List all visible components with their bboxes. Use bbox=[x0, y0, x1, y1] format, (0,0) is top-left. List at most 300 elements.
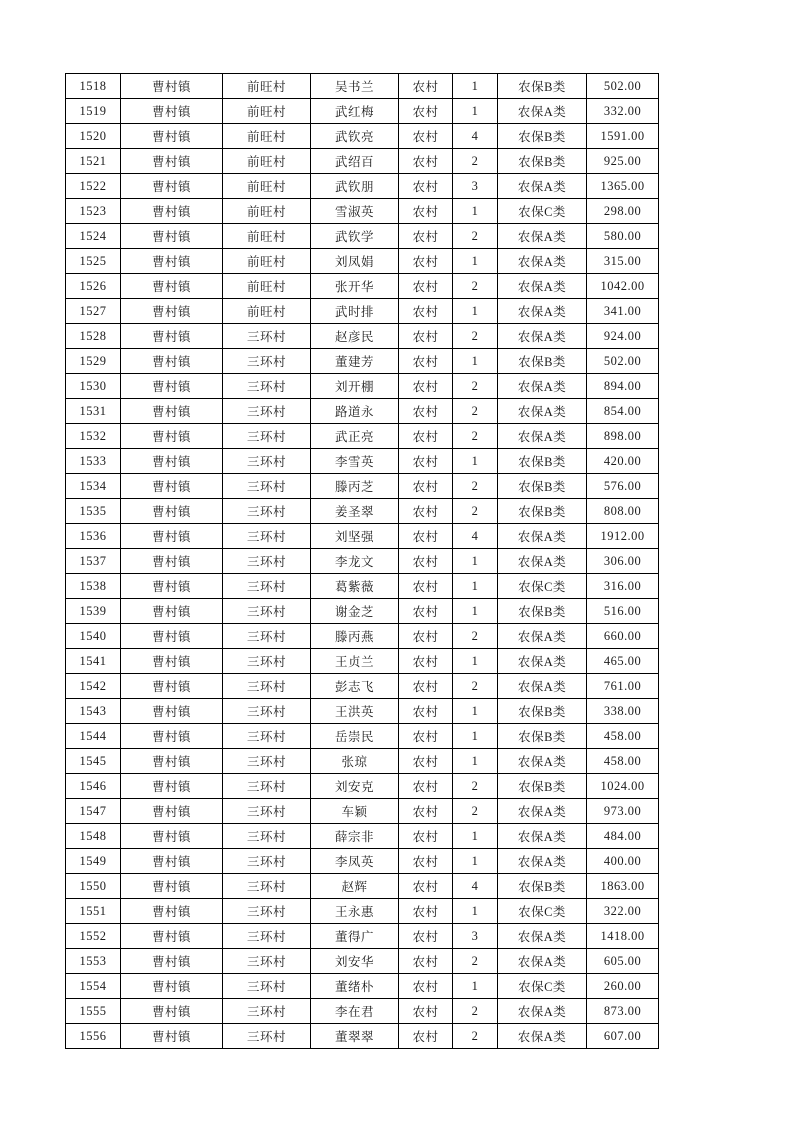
table-row bbox=[66, 499, 659, 524]
cell-row-number: 1543 bbox=[66, 699, 121, 724]
cell-town: 曹村镇 bbox=[121, 449, 223, 474]
cell-residence-type: 农村 bbox=[399, 274, 453, 299]
cell-amount: 605.00 bbox=[587, 949, 659, 974]
table-row bbox=[66, 74, 659, 99]
cell-village: 前旺村 bbox=[223, 274, 311, 299]
cell-name: 王洪英 bbox=[311, 699, 399, 724]
cell-person-count: 1 bbox=[453, 849, 498, 874]
cell-name: 谢金芝 bbox=[311, 599, 399, 624]
cell-residence-type: 农村 bbox=[399, 974, 453, 999]
table-row bbox=[66, 599, 659, 624]
table-row bbox=[66, 474, 659, 499]
cell-town: 曹村镇 bbox=[121, 649, 223, 674]
cell-amount: 607.00 bbox=[587, 1024, 659, 1049]
cell-town: 曹村镇 bbox=[121, 924, 223, 949]
cell-row-number: 1531 bbox=[66, 399, 121, 424]
cell-name: 刘安克 bbox=[311, 774, 399, 799]
cell-row-number: 1527 bbox=[66, 299, 121, 324]
cell-name: 张琼 bbox=[311, 749, 399, 774]
cell-name: 岳崇民 bbox=[311, 724, 399, 749]
cell-person-count: 2 bbox=[453, 774, 498, 799]
cell-town: 曹村镇 bbox=[121, 324, 223, 349]
cell-name: 董翠翠 bbox=[311, 1024, 399, 1049]
cell-name: 武钦学 bbox=[311, 224, 399, 249]
cell-name: 赵辉 bbox=[311, 874, 399, 899]
cell-insurance-category: 农保A类 bbox=[498, 399, 587, 424]
cell-residence-type: 农村 bbox=[399, 199, 453, 224]
cell-village: 前旺村 bbox=[223, 74, 311, 99]
cell-row-number: 1550 bbox=[66, 874, 121, 899]
table-row bbox=[66, 949, 659, 974]
cell-insurance-category: 农保B类 bbox=[498, 774, 587, 799]
table-row bbox=[66, 224, 659, 249]
cell-row-number: 1539 bbox=[66, 599, 121, 624]
cell-town: 曹村镇 bbox=[121, 574, 223, 599]
cell-row-number: 1518 bbox=[66, 74, 121, 99]
cell-village: 三环村 bbox=[223, 1024, 311, 1049]
cell-person-count: 3 bbox=[453, 174, 498, 199]
table-row bbox=[66, 374, 659, 399]
cell-person-count: 2 bbox=[453, 274, 498, 299]
table-row bbox=[66, 324, 659, 349]
cell-amount: 338.00 bbox=[587, 699, 659, 724]
cell-insurance-category: 农保A类 bbox=[498, 274, 587, 299]
cell-person-count: 1 bbox=[453, 299, 498, 324]
cell-amount: 1591.00 bbox=[587, 124, 659, 149]
cell-village: 三环村 bbox=[223, 924, 311, 949]
cell-town: 曹村镇 bbox=[121, 524, 223, 549]
cell-town: 曹村镇 bbox=[121, 99, 223, 124]
table-row bbox=[66, 874, 659, 899]
cell-insurance-category: 农保A类 bbox=[498, 549, 587, 574]
table-row bbox=[66, 449, 659, 474]
cell-residence-type: 农村 bbox=[399, 174, 453, 199]
cell-village: 三环村 bbox=[223, 799, 311, 824]
cell-insurance-category: 农保A类 bbox=[498, 99, 587, 124]
cell-insurance-category: 农保A类 bbox=[498, 374, 587, 399]
cell-person-count: 2 bbox=[453, 424, 498, 449]
cell-name: 武钦朋 bbox=[311, 174, 399, 199]
cell-town: 曹村镇 bbox=[121, 349, 223, 374]
cell-insurance-category: 农保B类 bbox=[498, 449, 587, 474]
cell-name: 李龙文 bbox=[311, 549, 399, 574]
cell-town: 曹村镇 bbox=[121, 399, 223, 424]
cell-name: 董得广 bbox=[311, 924, 399, 949]
table-row bbox=[66, 574, 659, 599]
cell-row-number: 1536 bbox=[66, 524, 121, 549]
table-row bbox=[66, 124, 659, 149]
cell-village: 三环村 bbox=[223, 399, 311, 424]
cell-amount: 420.00 bbox=[587, 449, 659, 474]
cell-person-count: 1 bbox=[453, 724, 498, 749]
cell-insurance-category: 农保C类 bbox=[498, 899, 587, 924]
cell-residence-type: 农村 bbox=[399, 149, 453, 174]
cell-amount: 1365.00 bbox=[587, 174, 659, 199]
cell-residence-type: 农村 bbox=[399, 474, 453, 499]
cell-residence-type: 农村 bbox=[399, 299, 453, 324]
cell-town: 曹村镇 bbox=[121, 124, 223, 149]
cell-row-number: 1549 bbox=[66, 849, 121, 874]
cell-village: 三环村 bbox=[223, 424, 311, 449]
cell-town: 曹村镇 bbox=[121, 674, 223, 699]
table-row bbox=[66, 299, 659, 324]
cell-amount: 854.00 bbox=[587, 399, 659, 424]
cell-town: 曹村镇 bbox=[121, 299, 223, 324]
table-body bbox=[66, 74, 659, 1049]
cell-name: 彭志飞 bbox=[311, 674, 399, 699]
cell-residence-type: 农村 bbox=[399, 574, 453, 599]
cell-insurance-category: 农保A类 bbox=[498, 249, 587, 274]
cell-amount: 516.00 bbox=[587, 599, 659, 624]
cell-residence-type: 农村 bbox=[399, 899, 453, 924]
cell-insurance-category: 农保A类 bbox=[498, 524, 587, 549]
cell-name: 李在君 bbox=[311, 999, 399, 1024]
cell-insurance-category: 农保A类 bbox=[498, 424, 587, 449]
cell-row-number: 1554 bbox=[66, 974, 121, 999]
cell-name: 薛宗非 bbox=[311, 824, 399, 849]
cell-residence-type: 农村 bbox=[399, 999, 453, 1024]
table-row bbox=[66, 799, 659, 824]
table-row bbox=[66, 724, 659, 749]
cell-amount: 306.00 bbox=[587, 549, 659, 574]
cell-residence-type: 农村 bbox=[399, 824, 453, 849]
cell-residence-type: 农村 bbox=[399, 724, 453, 749]
cell-insurance-category: 农保C类 bbox=[498, 574, 587, 599]
cell-person-count: 1 bbox=[453, 899, 498, 924]
table-row bbox=[66, 249, 659, 274]
cell-name: 雪淑英 bbox=[311, 199, 399, 224]
cell-amount: 298.00 bbox=[587, 199, 659, 224]
cell-insurance-category: 农保A类 bbox=[498, 324, 587, 349]
cell-name: 武钦亮 bbox=[311, 124, 399, 149]
cell-row-number: 1540 bbox=[66, 624, 121, 649]
cell-village: 三环村 bbox=[223, 874, 311, 899]
cell-name: 滕丙芝 bbox=[311, 474, 399, 499]
cell-row-number: 1523 bbox=[66, 199, 121, 224]
cell-name: 刘凤娟 bbox=[311, 249, 399, 274]
cell-name: 董建芳 bbox=[311, 349, 399, 374]
cell-person-count: 4 bbox=[453, 524, 498, 549]
cell-row-number: 1524 bbox=[66, 224, 121, 249]
cell-residence-type: 农村 bbox=[399, 699, 453, 724]
table-row bbox=[66, 674, 659, 699]
cell-village: 三环村 bbox=[223, 899, 311, 924]
cell-person-count: 2 bbox=[453, 1024, 498, 1049]
cell-row-number: 1526 bbox=[66, 274, 121, 299]
cell-person-count: 2 bbox=[453, 399, 498, 424]
cell-insurance-category: 农保A类 bbox=[498, 849, 587, 874]
cell-village: 三环村 bbox=[223, 549, 311, 574]
cell-row-number: 1553 bbox=[66, 949, 121, 974]
cell-residence-type: 农村 bbox=[399, 324, 453, 349]
cell-town: 曹村镇 bbox=[121, 249, 223, 274]
cell-name: 武红梅 bbox=[311, 99, 399, 124]
cell-town: 曹村镇 bbox=[121, 874, 223, 899]
cell-name: 武时排 bbox=[311, 299, 399, 324]
cell-village: 三环村 bbox=[223, 649, 311, 674]
cell-amount: 660.00 bbox=[587, 624, 659, 649]
cell-town: 曹村镇 bbox=[121, 474, 223, 499]
cell-row-number: 1519 bbox=[66, 99, 121, 124]
cell-town: 曹村镇 bbox=[121, 849, 223, 874]
cell-name: 张开华 bbox=[311, 274, 399, 299]
cell-row-number: 1542 bbox=[66, 674, 121, 699]
table-row bbox=[66, 699, 659, 724]
cell-town: 曹村镇 bbox=[121, 824, 223, 849]
cell-residence-type: 农村 bbox=[399, 649, 453, 674]
cell-name: 姜圣翠 bbox=[311, 499, 399, 524]
cell-person-count: 1 bbox=[453, 549, 498, 574]
cell-town: 曹村镇 bbox=[121, 624, 223, 649]
cell-town: 曹村镇 bbox=[121, 274, 223, 299]
cell-row-number: 1544 bbox=[66, 724, 121, 749]
cell-residence-type: 农村 bbox=[399, 624, 453, 649]
cell-town: 曹村镇 bbox=[121, 424, 223, 449]
cell-town: 曹村镇 bbox=[121, 174, 223, 199]
cell-residence-type: 农村 bbox=[399, 674, 453, 699]
cell-village: 三环村 bbox=[223, 524, 311, 549]
cell-town: 曹村镇 bbox=[121, 374, 223, 399]
cell-residence-type: 农村 bbox=[399, 124, 453, 149]
cell-name: 车颖 bbox=[311, 799, 399, 824]
table-row bbox=[66, 999, 659, 1024]
cell-town: 曹村镇 bbox=[121, 774, 223, 799]
cell-name: 王贞兰 bbox=[311, 649, 399, 674]
cell-name: 武绍百 bbox=[311, 149, 399, 174]
cell-town: 曹村镇 bbox=[121, 699, 223, 724]
cell-village: 三环村 bbox=[223, 774, 311, 799]
cell-town: 曹村镇 bbox=[121, 999, 223, 1024]
table-row bbox=[66, 849, 659, 874]
cell-person-count: 1 bbox=[453, 449, 498, 474]
cell-insurance-category: 农保A类 bbox=[498, 299, 587, 324]
table-row bbox=[66, 774, 659, 799]
cell-town: 曹村镇 bbox=[121, 974, 223, 999]
cell-person-count: 2 bbox=[453, 224, 498, 249]
cell-residence-type: 农村 bbox=[399, 99, 453, 124]
cell-row-number: 1548 bbox=[66, 824, 121, 849]
cell-person-count: 2 bbox=[453, 949, 498, 974]
table-row bbox=[66, 549, 659, 574]
cell-insurance-category: 农保A类 bbox=[498, 649, 587, 674]
beneficiary-table bbox=[65, 73, 659, 1049]
cell-insurance-category: 农保B类 bbox=[498, 874, 587, 899]
cell-name: 刘开棚 bbox=[311, 374, 399, 399]
table-row bbox=[66, 824, 659, 849]
cell-village: 三环村 bbox=[223, 674, 311, 699]
cell-residence-type: 农村 bbox=[399, 374, 453, 399]
table-row bbox=[66, 349, 659, 374]
table-row bbox=[66, 149, 659, 174]
cell-person-count: 2 bbox=[453, 499, 498, 524]
cell-person-count: 1 bbox=[453, 74, 498, 99]
cell-name: 王永惠 bbox=[311, 899, 399, 924]
cell-insurance-category: 农保A类 bbox=[498, 174, 587, 199]
cell-amount: 761.00 bbox=[587, 674, 659, 699]
cell-person-count: 4 bbox=[453, 124, 498, 149]
cell-person-count: 1 bbox=[453, 599, 498, 624]
cell-row-number: 1552 bbox=[66, 924, 121, 949]
cell-town: 曹村镇 bbox=[121, 224, 223, 249]
cell-village: 三环村 bbox=[223, 599, 311, 624]
cell-person-count: 1 bbox=[453, 349, 498, 374]
cell-amount: 1418.00 bbox=[587, 924, 659, 949]
cell-town: 曹村镇 bbox=[121, 74, 223, 99]
cell-amount: 898.00 bbox=[587, 424, 659, 449]
cell-town: 曹村镇 bbox=[121, 549, 223, 574]
cell-person-count: 2 bbox=[453, 374, 498, 399]
cell-residence-type: 农村 bbox=[399, 524, 453, 549]
cell-person-count: 1 bbox=[453, 974, 498, 999]
cell-person-count: 4 bbox=[453, 874, 498, 899]
cell-row-number: 1541 bbox=[66, 649, 121, 674]
cell-village: 前旺村 bbox=[223, 174, 311, 199]
cell-town: 曹村镇 bbox=[121, 1024, 223, 1049]
cell-village: 三环村 bbox=[223, 324, 311, 349]
table-row bbox=[66, 649, 659, 674]
cell-amount: 332.00 bbox=[587, 99, 659, 124]
cell-town: 曹村镇 bbox=[121, 599, 223, 624]
cell-name: 刘安华 bbox=[311, 949, 399, 974]
table-row bbox=[66, 99, 659, 124]
cell-residence-type: 农村 bbox=[399, 1024, 453, 1049]
cell-insurance-category: 农保B类 bbox=[498, 599, 587, 624]
cell-village: 前旺村 bbox=[223, 149, 311, 174]
cell-village: 三环村 bbox=[223, 999, 311, 1024]
cell-amount: 484.00 bbox=[587, 824, 659, 849]
table-row bbox=[66, 924, 659, 949]
cell-row-number: 1546 bbox=[66, 774, 121, 799]
cell-amount: 1863.00 bbox=[587, 874, 659, 899]
cell-amount: 341.00 bbox=[587, 299, 659, 324]
cell-row-number: 1555 bbox=[66, 999, 121, 1024]
cell-row-number: 1556 bbox=[66, 1024, 121, 1049]
cell-residence-type: 农村 bbox=[399, 424, 453, 449]
cell-residence-type: 农村 bbox=[399, 749, 453, 774]
cell-residence-type: 农村 bbox=[399, 599, 453, 624]
cell-person-count: 1 bbox=[453, 249, 498, 274]
cell-amount: 873.00 bbox=[587, 999, 659, 1024]
table-row bbox=[66, 424, 659, 449]
cell-person-count: 2 bbox=[453, 624, 498, 649]
cell-amount: 1912.00 bbox=[587, 524, 659, 549]
cell-person-count: 2 bbox=[453, 999, 498, 1024]
cell-insurance-category: 农保B类 bbox=[498, 349, 587, 374]
cell-person-count: 1 bbox=[453, 99, 498, 124]
cell-row-number: 1545 bbox=[66, 749, 121, 774]
cell-residence-type: 农村 bbox=[399, 249, 453, 274]
cell-residence-type: 农村 bbox=[399, 924, 453, 949]
cell-row-number: 1522 bbox=[66, 174, 121, 199]
cell-village: 前旺村 bbox=[223, 124, 311, 149]
cell-name: 葛紫薇 bbox=[311, 574, 399, 599]
cell-amount: 322.00 bbox=[587, 899, 659, 924]
cell-residence-type: 农村 bbox=[399, 224, 453, 249]
cell-insurance-category: 农保C类 bbox=[498, 974, 587, 999]
table-row bbox=[66, 174, 659, 199]
table-row bbox=[66, 624, 659, 649]
cell-amount: 894.00 bbox=[587, 374, 659, 399]
cell-insurance-category: 农保A类 bbox=[498, 949, 587, 974]
cell-row-number: 1551 bbox=[66, 899, 121, 924]
cell-row-number: 1520 bbox=[66, 124, 121, 149]
cell-residence-type: 农村 bbox=[399, 549, 453, 574]
cell-amount: 458.00 bbox=[587, 724, 659, 749]
cell-insurance-category: 农保B类 bbox=[498, 499, 587, 524]
table-row bbox=[66, 974, 659, 999]
cell-village: 三环村 bbox=[223, 449, 311, 474]
cell-row-number: 1528 bbox=[66, 324, 121, 349]
cell-insurance-category: 农保A类 bbox=[498, 999, 587, 1024]
cell-village: 三环村 bbox=[223, 949, 311, 974]
cell-residence-type: 农村 bbox=[399, 399, 453, 424]
cell-village: 前旺村 bbox=[223, 99, 311, 124]
cell-residence-type: 农村 bbox=[399, 874, 453, 899]
cell-person-count: 2 bbox=[453, 324, 498, 349]
cell-insurance-category: 农保B类 bbox=[498, 724, 587, 749]
cell-row-number: 1535 bbox=[66, 499, 121, 524]
cell-person-count: 1 bbox=[453, 749, 498, 774]
cell-residence-type: 农村 bbox=[399, 799, 453, 824]
cell-village: 三环村 bbox=[223, 974, 311, 999]
cell-amount: 924.00 bbox=[587, 324, 659, 349]
cell-town: 曹村镇 bbox=[121, 499, 223, 524]
cell-insurance-category: 农保B类 bbox=[498, 149, 587, 174]
cell-residence-type: 农村 bbox=[399, 74, 453, 99]
cell-village: 三环村 bbox=[223, 724, 311, 749]
cell-amount: 1042.00 bbox=[587, 274, 659, 299]
cell-village: 前旺村 bbox=[223, 199, 311, 224]
cell-person-count: 1 bbox=[453, 199, 498, 224]
cell-row-number: 1525 bbox=[66, 249, 121, 274]
cell-insurance-category: 农保A类 bbox=[498, 1024, 587, 1049]
cell-person-count: 2 bbox=[453, 799, 498, 824]
cell-town: 曹村镇 bbox=[121, 899, 223, 924]
cell-village: 三环村 bbox=[223, 574, 311, 599]
cell-person-count: 3 bbox=[453, 924, 498, 949]
cell-insurance-category: 农保B类 bbox=[498, 74, 587, 99]
cell-amount: 973.00 bbox=[587, 799, 659, 824]
cell-insurance-category: 农保A类 bbox=[498, 674, 587, 699]
cell-amount: 925.00 bbox=[587, 149, 659, 174]
cell-amount: 400.00 bbox=[587, 849, 659, 874]
cell-row-number: 1538 bbox=[66, 574, 121, 599]
cell-row-number: 1521 bbox=[66, 149, 121, 174]
cell-amount: 260.00 bbox=[587, 974, 659, 999]
cell-insurance-category: 农保A类 bbox=[498, 924, 587, 949]
cell-town: 曹村镇 bbox=[121, 724, 223, 749]
cell-row-number: 1530 bbox=[66, 374, 121, 399]
cell-village: 三环村 bbox=[223, 624, 311, 649]
cell-name: 武正亮 bbox=[311, 424, 399, 449]
cell-amount: 316.00 bbox=[587, 574, 659, 599]
cell-amount: 576.00 bbox=[587, 474, 659, 499]
cell-insurance-category: 农保C类 bbox=[498, 199, 587, 224]
cell-name: 董绪朴 bbox=[311, 974, 399, 999]
cell-person-count: 1 bbox=[453, 699, 498, 724]
cell-town: 曹村镇 bbox=[121, 949, 223, 974]
cell-amount: 1024.00 bbox=[587, 774, 659, 799]
cell-insurance-category: 农保B类 bbox=[498, 474, 587, 499]
cell-village: 三环村 bbox=[223, 824, 311, 849]
table-row bbox=[66, 1024, 659, 1049]
table-row bbox=[66, 399, 659, 424]
cell-person-count: 2 bbox=[453, 149, 498, 174]
cell-amount: 465.00 bbox=[587, 649, 659, 674]
cell-residence-type: 农村 bbox=[399, 949, 453, 974]
cell-village: 三环村 bbox=[223, 749, 311, 774]
cell-residence-type: 农村 bbox=[399, 849, 453, 874]
